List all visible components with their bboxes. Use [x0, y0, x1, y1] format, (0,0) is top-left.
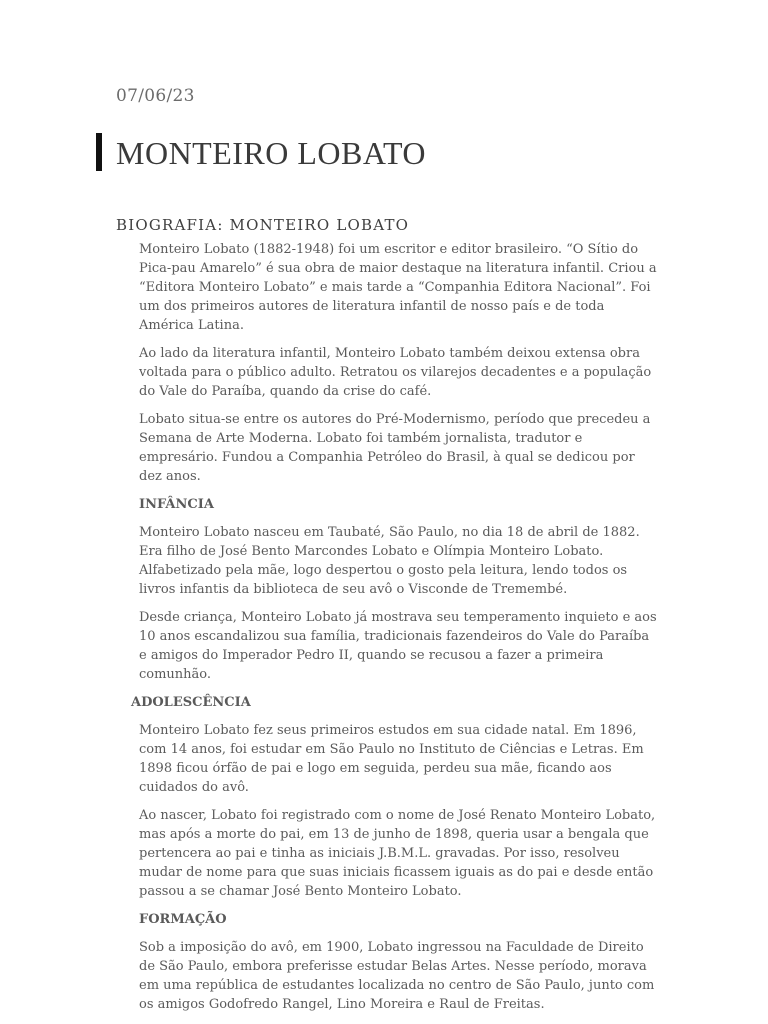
paragraph: Ao lado da literatura infantil, Monteiro Lobato também deixou extensa obra voltada para o público adulto. Retratou os vilarejos decadentes e a população do Vale do Paraíba, quando da crise do café. [139, 346, 652, 399]
subheading-infancia: INFÂNCIA [139, 497, 214, 512]
subheading-adolescencia: ADOLESCÊNCIA [131, 695, 251, 710]
paragraph: Monteiro Lobato fez seus primeiros estudos em sua cidade natal. Em 1896, com 14 anos, foi estudar em São Paulo no Instituto de Ciências e Letras. Em 1898 ficou órfão de pai e logo em seguida, perdeu sua mãe, ficando aos cuidados do avô. [139, 723, 644, 795]
paragraph: Monteiro Lobato (1882-1948) foi um escritor e editor brasileiro. “O Sítio do Pica-pau Amarelo” é sua obra de maior destaque na literatura infantil. Criou a “Editora Monteiro Lobato” e mais tarde a “Companhia Editora Nacional”. Foi um dos primeiros autores de literatura infantil de nosso país e de toda América Latina. [139, 242, 657, 333]
paragraph: Sob a imposição do avô, em 1900, Lobato ingressou na Faculdade de Direito de São Paulo, embora preferisse estudar Belas Artes. Nesse período, morava em uma república de estudantes localizada no centro de São Paulo, junto com os amigos Godofredo Rangel, Lino Moreira e Raul de Freitas. [139, 940, 655, 1012]
paragraph: Desde criança, Monteiro Lobato já mostrava seu temperamento inquieto e aos 10 anos escandalizou sua família, tradicionais fazendeiros do Vale do Paraíba e amigos do Imperador Pedro II, quando se recusou a fazer a primeira comunhão. [139, 610, 657, 682]
document-date: 07/06/23 [116, 86, 195, 106]
paragraph: Lobato situa-se entre os autores do Pré-Modernismo, período que precedeu a Semana de Arte Moderna. Lobato foi também jornalista, tradutor e empresário. Fundou a Companhia Petróleo do Brasil, à qual se dedicou por dez anos. [139, 412, 651, 484]
title-accent-bar [96, 133, 102, 171]
section-heading: BIOGRAFIA: MONTEIRO LOBATO [116, 216, 410, 234]
paragraph: Monteiro Lobato nasceu em Taubaté, São Paulo, no dia 18 de abril de 1882. Era filho de José Bento Marcondes Lobato e Olímpia Monteiro Lobato. Alfabetizado pela mãe, logo despertou o gosto pela leitura, lendo todos os livros infantis da biblioteca de seu avô o Visconde de Tremembé. [139, 525, 640, 597]
document-title: MONTEIRO LOBATO [116, 135, 427, 171]
document-body [131, 240, 659, 1023]
subheading-formacao: FORMAÇÃO [139, 912, 227, 927]
paragraph: Ao nascer, Lobato foi registrado com o nome de José Renato Monteiro Lobato, mas após a morte do pai, em 13 de junho de 1898, queria usar a bengala que pertencera ao pai e tinha as iniciais J.B.M.L. gravadas. Por isso, resolveu mudar de nome para que suas iniciais ficassem iguais as do pai e desde então passou a se chamar José Bento Monteiro Lobato. [139, 808, 656, 899]
